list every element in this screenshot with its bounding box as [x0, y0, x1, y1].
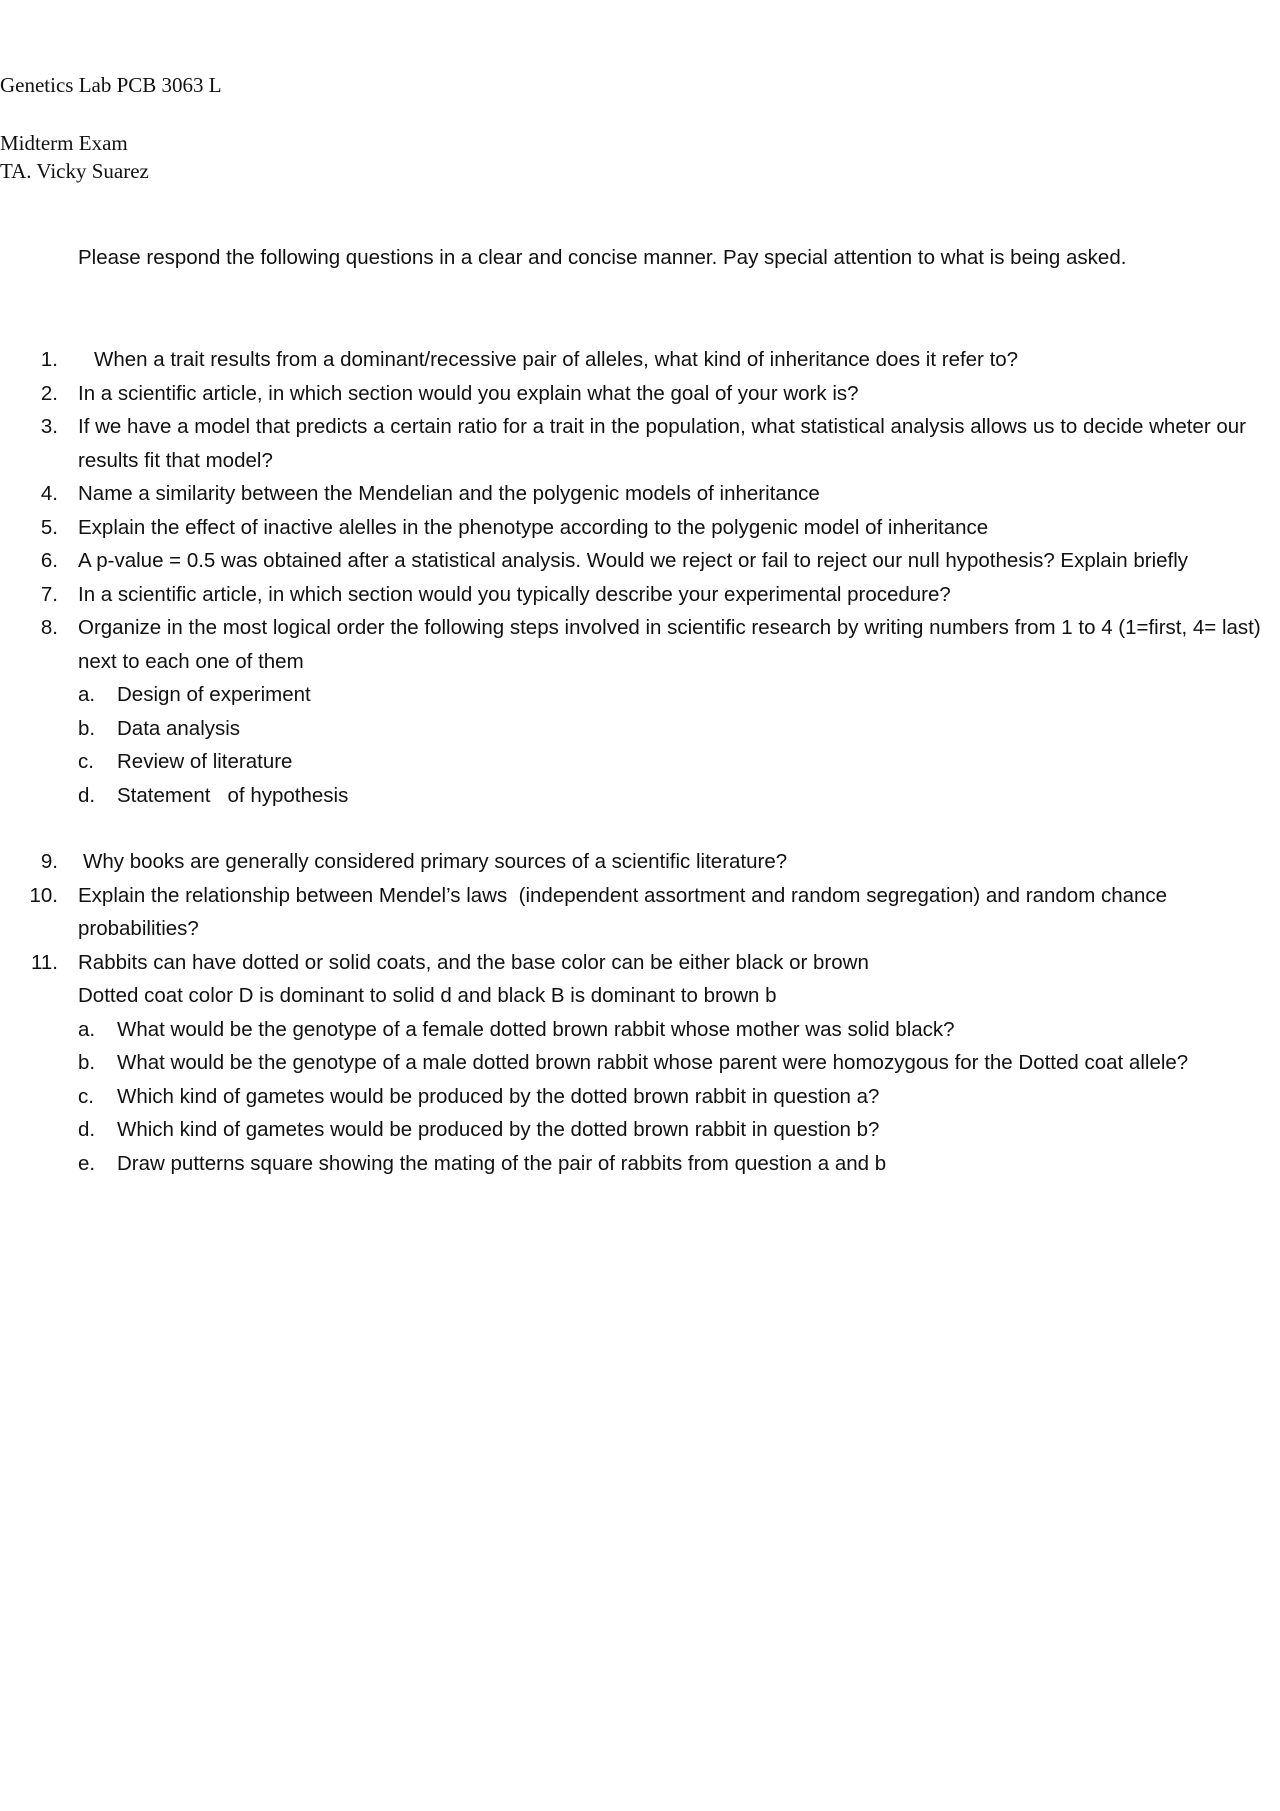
question-number: 10.: [29, 883, 58, 907]
question-text: Name a similarity between the Mendelian and the polygenic models of inheritance: [78, 482, 820, 505]
question-5: [0, 511, 1280, 545]
sub-item-text: What would be the genotype of a male dotted brown rabbit whose parent were homozygous for the Dotted coat allele?: [117, 1051, 1189, 1074]
sub-item-label: a.: [78, 683, 96, 706]
question-text: Explain the effect of inactive alelles in the phenotype according to the polygenic model of inheritance: [78, 515, 989, 539]
sub-item-text: What would be the genotype of a female dotted brown rabbit whose mother was solid black?: [117, 1017, 955, 1041]
sub-item: [0, 1147, 1280, 1181]
sub-item: [0, 1013, 1280, 1047]
question-number: 6.: [40, 549, 58, 572]
course-title: Genetics Lab PCB 3063 L: [0, 73, 222, 97]
sub-item-label: c.: [78, 1084, 94, 1108]
sub-item-label: b.: [78, 716, 96, 740]
sub-item: [0, 1113, 1280, 1147]
sub-item-text: Draw putterns square showing the mating of the pair of rabbits from question a and b: [117, 1151, 887, 1175]
sub-item-text: Which kind of gametes would be produced by the dotted brown rabbit in question a?: [117, 1084, 880, 1108]
sub-item: [0, 678, 1280, 712]
question-3: [0, 410, 1280, 477]
sub-item-text: Which kind of gametes would be produced by the dotted brown rabbit in question b?: [117, 1118, 880, 1141]
ta-name: TA. Vicky Suarez: [0, 159, 149, 183]
question-text: When a trait results from a dominant/recessive pair of alleles, what kind of inheritance does it refer to?: [94, 348, 1019, 371]
question-10: [0, 879, 1280, 946]
question-number: 11.: [31, 950, 58, 974]
sub-item-label: e.: [78, 1151, 96, 1175]
question-11-extra: Dotted coat color D is dominant to solid d and black B is dominant to brown b: [78, 984, 777, 1007]
sub-item-text: Data analysis: [117, 716, 241, 740]
sub-item: [0, 712, 1280, 746]
question-7: [0, 578, 1280, 612]
instructions: Please respond the following questions in a clear and concise manner. Pay special attention to what is being asked.: [78, 246, 1127, 269]
question-text: Why books are generally considered primary sources of a scientific literature?: [83, 850, 788, 873]
question-11: [0, 946, 1280, 980]
sub-item: [0, 1080, 1280, 1114]
sub-item-text: Statement of hypothesis: [117, 783, 349, 807]
spacer: [0, 812, 1280, 845]
question-number: 9.: [40, 850, 58, 873]
question-4: [0, 477, 1280, 511]
question-text: Explain the relationship between Mendel’s laws (independent assortment and random segregation) and random chance probabilities?: [78, 883, 1173, 940]
question-list: [0, 343, 1280, 1180]
question-text: In a scientific article, in which section would you typically describe your experimental procedure?: [78, 582, 951, 606]
question-number: 8.: [40, 616, 58, 639]
sub-item-label: d.: [78, 1118, 96, 1141]
question-2: [0, 377, 1280, 411]
question-8: [0, 611, 1280, 678]
question-number: 4.: [40, 482, 58, 505]
question-1: [0, 343, 1280, 377]
sub-item-text: Design of experiment: [117, 683, 311, 706]
question-number: 1.: [40, 348, 58, 371]
sub-item-label: a.: [78, 1017, 96, 1041]
question-number: 3.: [40, 415, 58, 438]
sub-item: [0, 745, 1280, 779]
question-9: [0, 845, 1280, 879]
sub-item-text: Review of literature: [117, 750, 293, 773]
question-6: [0, 544, 1280, 578]
question-number: 2.: [40, 381, 58, 405]
sub-item: [0, 779, 1280, 813]
sub-item-label: b.: [78, 1051, 96, 1074]
sub-item-label: d.: [78, 783, 96, 807]
question-text: A p-value = 0.5 was obtained after a statistical analysis. Would we reject or fail to reject our null hypothesis? Explain briefly: [78, 549, 1189, 572]
question-text: If we have a model that predicts a certain ratio for a trait in the population, what statistical analysis allows us to decide wheter our results fit that model?: [78, 415, 1246, 472]
question-text: In a scientific article, in which section would you explain what the goal of your work is?: [78, 381, 859, 405]
question-text: Rabbits can have dotted or solid coats, and the base color can be either black or brown: [78, 950, 869, 974]
question-text: Organize in the most logical order the following steps involved in scientific research by writing numbers from 1 to 4 (1=first, 4= last) next to each one of them: [78, 616, 1261, 673]
sub-item-label: c.: [78, 750, 94, 773]
question-number: 5.: [40, 515, 58, 539]
sub-item: [0, 1046, 1280, 1080]
exam-title: Midterm Exam: [0, 131, 128, 155]
question-number: 7.: [40, 582, 58, 606]
